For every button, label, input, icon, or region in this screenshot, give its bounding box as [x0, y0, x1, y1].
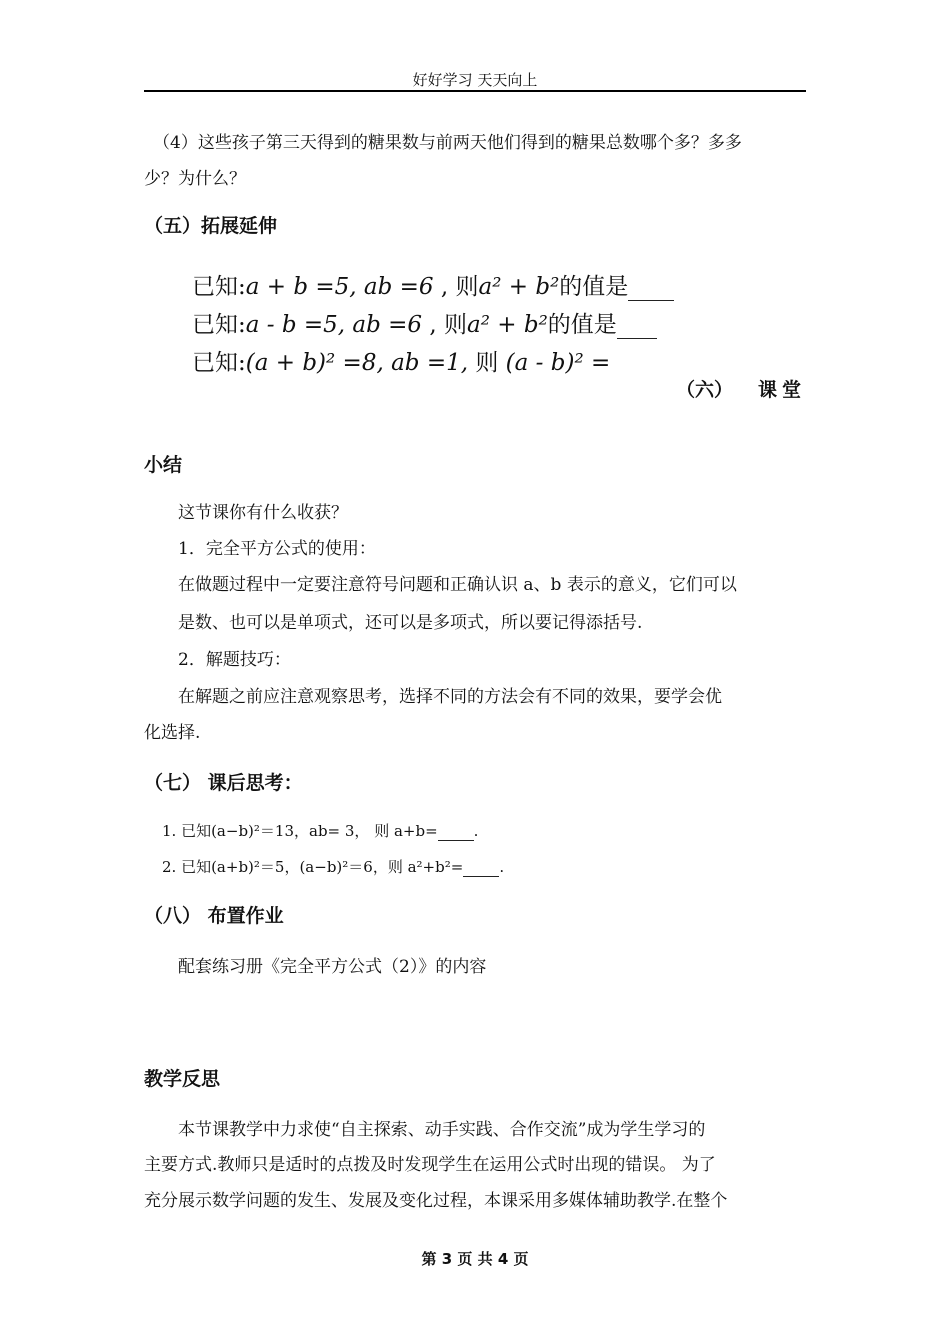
- ext3-expr: (a - b)² =: [505, 350, 611, 376]
- section6-title-a: （六）: [676, 379, 734, 401]
- ext1-answer-blank: [628, 274, 674, 301]
- section5-title: （五）拓展延伸: [144, 215, 278, 237]
- summary-point1-line2: 是数、也可以是单项式，还可以是多项式，所以要记得添括号.: [178, 613, 643, 633]
- section6-title-b: 课堂: [758, 379, 807, 401]
- summary-point2-line1: 在解题之前应注意观察思考，选择不同的方法会有不同的效果，要学会优: [178, 687, 722, 707]
- ext3-prefix: 已知:: [192, 350, 246, 376]
- header-rule: [144, 90, 806, 92]
- think-item-1-blank: [438, 822, 474, 841]
- think-item-2: [162, 856, 504, 877]
- extension-line-2: [192, 306, 657, 339]
- homework-text: 配套练习册《完全平方公式（2）》的内容: [178, 957, 487, 977]
- page-header: 好好学习 天天向上: [412, 71, 538, 89]
- ext1-prefix: 已知:: [192, 274, 246, 300]
- q4-line1: （4）这些孩子第三天得到的糖果数与前两天他们得到的糖果总数哪个多？多多: [153, 133, 742, 153]
- ext2-answer-blank: [617, 312, 657, 339]
- ext2-then: , 则: [422, 312, 468, 338]
- think-item-1: [162, 820, 478, 841]
- q4-line2: 少？为什么？: [144, 169, 246, 189]
- think-item-2-end: .: [499, 858, 505, 876]
- ext2-prefix: 已知:: [192, 312, 246, 338]
- extension-line-1: [192, 268, 674, 301]
- summary-point2-line2: 化选择.: [144, 723, 201, 743]
- reflection-line3: 充分展示数学问题的发生、发展及变化过程，本课采用多媒体辅助教学.在整个: [144, 1191, 728, 1211]
- think-item-1-end: .: [473, 822, 479, 840]
- summary-point2-title: 2．解题技巧：: [178, 650, 291, 670]
- section8-title: （八） 布置作业: [144, 905, 284, 927]
- ext3-condition: (a + b)² =8, ab =1,: [245, 350, 469, 376]
- summary-question: 这节课你有什么收获？: [178, 503, 348, 523]
- section7-title: （七） 课后思考：: [144, 772, 303, 794]
- ext2-expr: a² + b²: [467, 312, 548, 338]
- ext1-then: , 则: [433, 274, 479, 300]
- ext1-tail: 的值是: [559, 274, 629, 300]
- reflection-line1: 本节课教学中力求使“自主探索、动手实践、合作交流”成为学生学习的: [178, 1120, 706, 1140]
- summary-point1-title: 1．完全平方公式的使用：: [178, 539, 376, 559]
- ext1-condition: a + b =5, ab =6: [245, 274, 434, 300]
- reflection-title: 教学反思: [144, 1068, 221, 1090]
- think-item-2-blank: [463, 858, 499, 877]
- reflection-line2: 主要方式.教师只是适时的点拨及时发现学生在运用公式时出现的错误。 为了: [144, 1155, 716, 1175]
- ext2-tail: 的值是: [547, 312, 617, 338]
- ext2-condition: a - b =5, ab =6: [245, 312, 423, 338]
- think-item-2-text: 2. 已知(a+b)²＝5，(a−b)²＝6，则 a²+b²=: [162, 858, 464, 876]
- summary-point1-line1: 在做题过程中一定要注意符号问题和正确认识 a、b 表示的意义，它们可以: [178, 575, 737, 595]
- extension-line-3: [192, 344, 610, 377]
- section6-title-c: 小结: [144, 454, 183, 476]
- think-item-1-text: 1. 已知(a−b)²＝13，ab= 3， 则 a+b=: [162, 822, 438, 840]
- ext3-then: 则: [468, 350, 506, 376]
- page-footer: 第 3 页 共 4 页: [421, 1250, 529, 1268]
- ext1-expr: a² + b²: [478, 274, 560, 300]
